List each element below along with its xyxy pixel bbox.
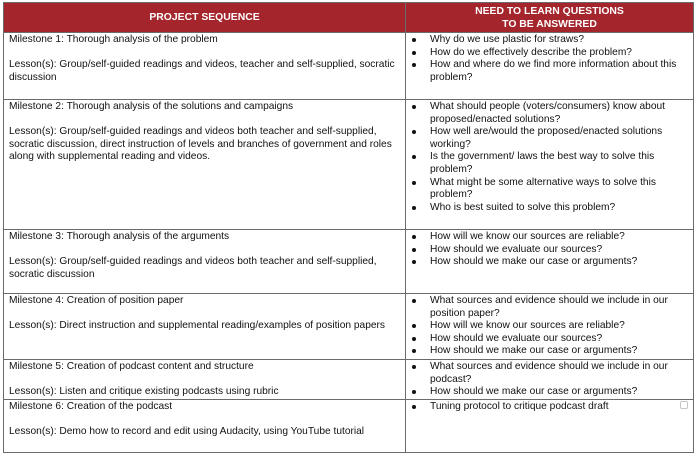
sequence-cell [4, 400, 406, 453]
header-questions-line1: NEED TO LEARN QUESTIONS [475, 5, 624, 17]
question-item: What sources and evidence should we include in our podcast? [411, 361, 689, 386]
table-row [4, 230, 694, 294]
questions-cell [406, 294, 694, 360]
question-item: Is the government/ laws the best way to solve this problem? [411, 151, 689, 176]
questions-cell [406, 400, 694, 453]
question-item: How do we effectively describe the problem? [411, 47, 689, 60]
questions-cell [406, 230, 694, 294]
sequence-cell [4, 294, 406, 360]
sequence-cell [4, 100, 406, 230]
header-row [4, 3, 694, 33]
milestone-title: Milestone 5: Creation of podcast content and structure [9, 361, 254, 372]
question-item: How will we know our sources are reliable? [411, 231, 689, 244]
question-item: How should we evaluate our sources? [411, 244, 689, 257]
question-list [411, 401, 689, 414]
lesson-description: Lesson(s): Group/self-guided readings and videos both teacher and self-supplied, socratic discussion [9, 256, 377, 280]
question-list [411, 101, 689, 214]
lesson-description: Lesson(s): Demo how to record and edit using Audacity, using YouTube tutorial [9, 426, 365, 438]
milestone-title: Milestone 1: Thorough analysis of the problem [9, 34, 218, 45]
question-item: What might be some alternative ways to solve this problem? [411, 177, 689, 202]
questions-cell [406, 33, 694, 100]
questions-cell [406, 360, 694, 400]
question-list [411, 361, 689, 399]
question-item: How should we make our case or arguments? [411, 345, 689, 358]
table-row [4, 33, 694, 100]
table-row [4, 360, 694, 400]
milestone-title: Milestone 4: Creation of position paper [9, 295, 184, 306]
question-item: Why do we use plastic for straws? [411, 34, 689, 47]
questions-cell [406, 100, 694, 230]
question-item: Tuning protocol to critique podcast draft [411, 401, 689, 414]
question-item: How should we make our case or arguments? [411, 256, 689, 269]
cell-options-icon[interactable] [680, 401, 688, 409]
table-row [4, 100, 694, 230]
sequence-cell [4, 360, 406, 400]
question-item: How will we know our sources are reliable? [411, 320, 689, 333]
milestone-title: Milestone 6: Creation of the podcast [9, 401, 173, 412]
question-item: How should we make our case or arguments? [411, 386, 689, 399]
table-row [4, 294, 694, 360]
sequence-cell [4, 33, 406, 100]
question-item: How should we evaluate our sources? [411, 333, 689, 346]
sequence-cell [4, 230, 406, 294]
project-sequence-table [3, 2, 694, 453]
question-list [411, 34, 689, 84]
milestone-title: Milestone 3: Thorough analysis of the arguments [9, 231, 230, 242]
lesson-description: Lesson(s): Direct instruction and supplemental reading/examples of position papers [9, 320, 386, 332]
lesson-description: Lesson(s): Group/self-guided readings and videos both teacher and self-supplied, socratic discussion, direct instruction of levels and branches of government and roles along with supplemental reading and videos. [9, 126, 392, 163]
milestone-title: Milestone 2: Thorough analysis of the solutions and campaigns [9, 101, 294, 112]
question-item: What should people (voters/consumers) know about proposed/enacted solutions? [411, 101, 689, 126]
header-project-sequence-label: PROJECT SEQUENCE [149, 12, 260, 23]
question-item: Who is best suited to solve this problem? [411, 202, 689, 215]
header-learning-questions [406, 3, 694, 33]
question-list [411, 231, 689, 269]
table-row [4, 400, 694, 453]
header-project-sequence [4, 3, 406, 33]
question-item: How and where do we find more information about this problem? [411, 59, 689, 84]
lesson-description: Lesson(s): Listen and critique existing podcasts using rubric [9, 386, 279, 398]
question-item: What sources and evidence should we include in our position paper? [411, 295, 689, 320]
question-list [411, 295, 689, 358]
lesson-description: Lesson(s): Group/self-guided readings and videos, teacher and self-supplied, socratic discussion [9, 59, 395, 83]
header-questions-line2: TO BE ANSWERED [502, 18, 597, 30]
question-item: How well are/would the proposed/enacted solutions working? [411, 126, 689, 151]
